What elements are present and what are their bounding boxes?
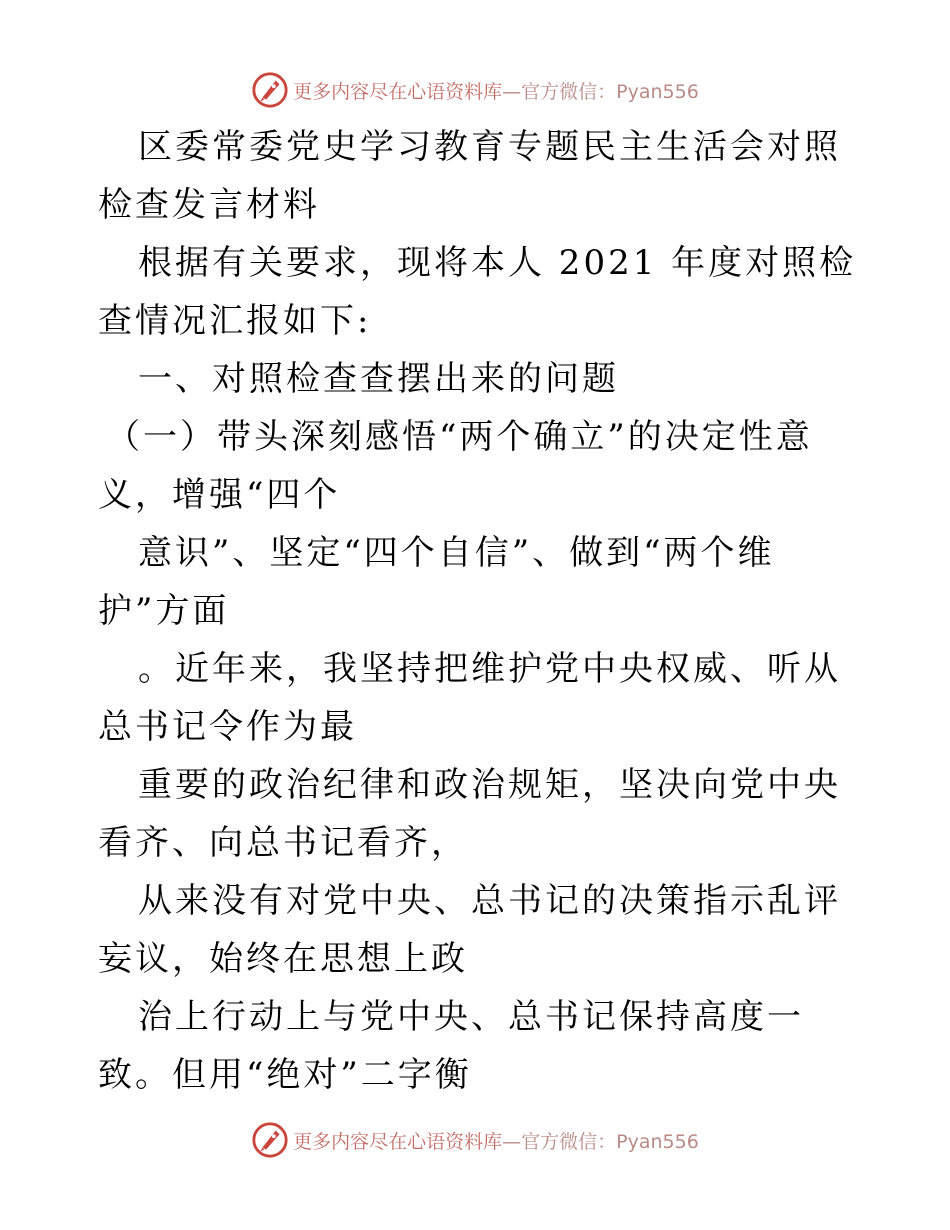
watermark-wechat: —官方微信：Pyan556 (502, 1130, 699, 1153)
watermark-site: 更多内容尽在心语资料库 (293, 1130, 503, 1153)
paragraph-line: 意识”、坚定“四个自信”、做到“两个维护”方面 (98, 533, 775, 631)
watermark-text (293, 1127, 699, 1154)
pen-nib-icon (251, 1121, 289, 1159)
watermark-site: 更多内容尽在心语资料库 (293, 80, 503, 103)
paragraph-line: 。近年来，我坚持把维护党中央权威、听从总书记令作为最 (98, 649, 841, 747)
watermark-wechat: —官方微信：Pyan556 (502, 80, 699, 103)
document-title: 区委常委党史学习教育专题民主生活会对照检查发言材料 (98, 127, 841, 225)
paragraph-line: 治上行动上与党中央、总书记保持高度一致。但用“绝对”二字衡 (98, 997, 804, 1095)
section-heading: 一、对照检查查摆出来的问题 (138, 359, 619, 399)
paragraph-line: 重要的政治纪律和政治规矩，坚决向党中央看齐、向总书记看齐， (98, 765, 841, 863)
document-body (98, 118, 858, 1104)
watermark-banner-top (0, 68, 950, 112)
watermark-text (293, 77, 699, 104)
pen-nib-icon (251, 71, 289, 109)
subsection-heading: （一）带头深刻感悟“两个确立”的决定性意义，增强“四个 (98, 417, 813, 515)
watermark-banner-bottom (0, 1118, 950, 1162)
paragraph-line: 从来没有对党中央、总书记的决策指示乱评妄议，始终在思想上政 (98, 881, 841, 979)
paragraph-intro: 根据有关要求，现将本人 2021 年度对照检查情况汇报如下: (98, 243, 857, 341)
